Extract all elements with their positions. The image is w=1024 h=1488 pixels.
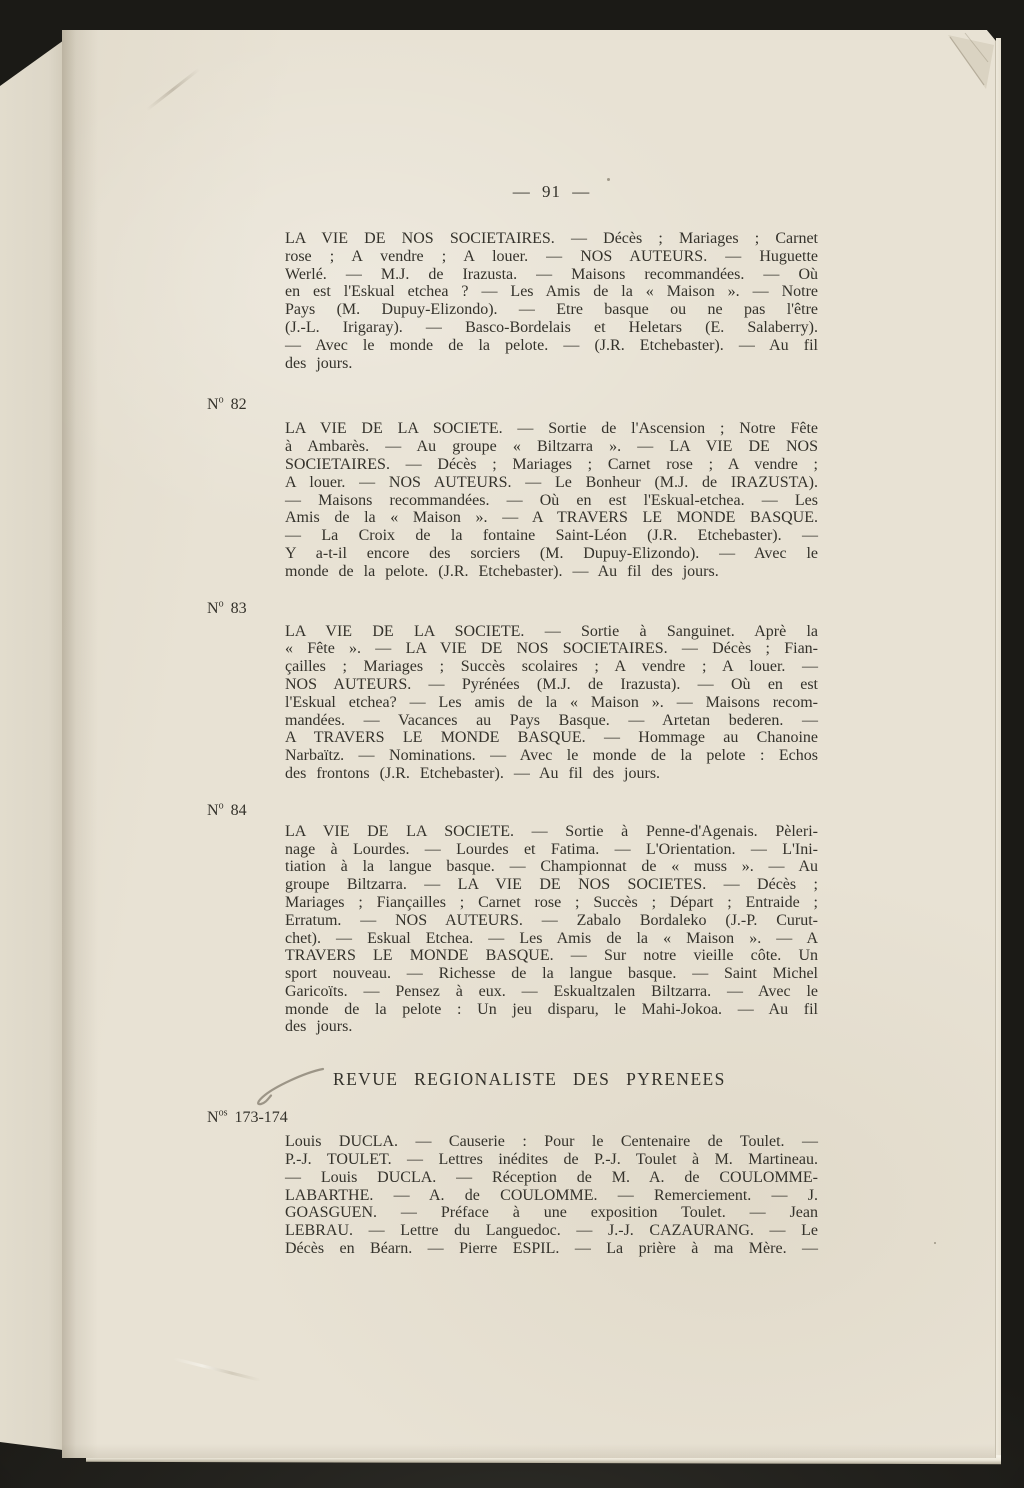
issue-label-number: 173-174 — [234, 1109, 288, 1127]
paragraph-line: LEBRAU. — Lettre du Languedoc. — J.-J. CAZAURANG. — Le — [285, 1222, 818, 1240]
paragraph-line: NOS AUTEURS. — Pyrénées (M.J. de Irazusta). — Où en est — [285, 675, 818, 693]
paragraph-line: — La Croix de la fontaine Saint-Léon (J.R. Etchebaster). — — [285, 527, 818, 545]
issue-label-base: N — [207, 1109, 219, 1127]
entry-paragraph — [285, 230, 818, 372]
paragraph-line: LA VIE DE LA SOCIETE. — Sortie à Sanguinet. Aprè la — [285, 622, 818, 640]
paragraph-line: Erratum. — NOS AUTEURS. — Zabalo Bordaleko (J.-P. Curut- — [285, 911, 818, 929]
paragraph-line: Narbaïtz. — Nominations. — Avec le monde de la pelote : Echos — [285, 747, 818, 765]
issue-label-base: N — [207, 396, 219, 414]
paragraph-line: en est l'Eskual etchea ? — Les Amis de la « Maison ». — Notre — [285, 283, 818, 301]
sections-container — [62, 230, 995, 1258]
paper-crease — [146, 68, 200, 111]
paragraph-line: — Maisons recommandées. — Où en est l'Eskual-etchea. — Les — [285, 491, 818, 509]
entry-paragraph — [285, 823, 818, 1037]
issue-label-base: N — [207, 801, 219, 819]
paragraph-line: groupe Biltzarra. — LA VIE DE NOS SOCIETES. — Décès ; — [285, 876, 818, 894]
issue-label-sup: o — [218, 598, 224, 610]
paragraph-line: — Louis DUCLA. — Réception de M. A. de COULOMME- — [285, 1168, 818, 1186]
issue-label — [207, 599, 995, 619]
paragraph-line: Amis de la « Maison ». — A TRAVERS LE MONDE BASQUE. — [285, 509, 818, 527]
paragraph-line: à Ambarès. — Au groupe « Biltzarra ». — LA VIE DE NOS — [285, 438, 818, 456]
paragraph-line: mandées. — Vacances au Pays Basque. — Artetan bederen. — — [285, 711, 818, 729]
paragraph-line: — Avec le monde de la pelote. — (J.R. Etchebaster). — Au fil — [285, 336, 818, 354]
paragraph-line: A louer. — NOS AUTEURS. — Le Bonheur (M.J. de IRAZUSTA). — [285, 473, 818, 491]
paragraph-line: nage à Lourdes. — Lourdes et Fatima. — L'Orientation. — L'Ini- — [285, 840, 818, 858]
paragraph-line: des frontons (J.R. Etchebaster). — Au fil des jours. — [285, 764, 661, 782]
paper-speck — [607, 178, 610, 181]
page-number: — 91 — — [512, 182, 591, 201]
issue-label-sup: o — [218, 800, 224, 812]
paragraph-line: Louis DUCLA. — Causerie : Pour le Centenaire de Toulet. — — [285, 1133, 818, 1151]
corner-fold-icon — [910, 29, 996, 115]
paragraph-line: (J.-L. Irigaray). — Basco-Bordelais et Heletars (E. Salaberry). — [285, 318, 818, 336]
issue-label — [207, 395, 995, 415]
section-heading: REVUE REGIONALISTE DES PYRENEES — [333, 1069, 726, 1090]
paragraph-line: Décès en Béarn. — Pierre ESPIL. — La prière à ma Mère. — — [285, 1240, 818, 1258]
issue-label-sup: os — [218, 1107, 228, 1119]
paragraph-line: Werlé. — M.J. de Irazusta. — Maisons recommandées. — Où — [285, 265, 818, 283]
paragraph-line: des jours. — [285, 354, 353, 372]
paragraph-line: « Fête ». — LA VIE DE NOS SOCIETAIRES. — Décès ; Fian- — [285, 640, 818, 658]
paragraph-line: monde de la pelote : Un jeu disparu, le Mahi-Jokoa. — Au fil — [285, 1000, 818, 1018]
issue-label — [207, 801, 995, 821]
entry-paragraph — [285, 1133, 818, 1258]
paragraph-line: Mariages ; Fiançailles ; Carnet rose ; Succès ; Départ ; Entraide ; — [285, 893, 818, 911]
entry-paragraph — [285, 420, 818, 580]
issue-label-sup: o — [218, 395, 224, 407]
paragraph-line: rose ; A vendre ; A louer. — NOS AUTEURS. — Huguette — [285, 247, 818, 265]
issue-label-number: 82 — [230, 396, 247, 414]
paragraph-line: LA VIE DE NOS SOCIETAIRES. — Décès ; Mariages ; Carnet — [285, 230, 818, 247]
paragraph-line: l'Eskual etchea? — Les amis de la « Maison ». — Maisons recom- — [285, 693, 818, 711]
paragraph-line: SOCIETAIRES. — Décès ; Mariages ; Carnet rose ; A vendre ; — [285, 455, 818, 473]
paragraph-line: LA VIE DE LA SOCIETE. — Sortie à Penne-d'Agenais. Pèleri- — [285, 822, 818, 840]
issue-label — [207, 1108, 995, 1128]
page-content — [62, 182, 995, 1488]
paragraph-line: Y a-t-il encore des sorciers (M. Dupuy-Elizondo). — Avec le — [285, 544, 818, 562]
paragraph-line: LABARTHE. — A. de COULOMME. — Remerciement. — J. — [285, 1186, 818, 1204]
paragraph-line: LA VIE DE LA SOCIETE. — Sortie de l'Ascension ; Notre Fête — [285, 420, 818, 438]
paragraph-line: çailles ; Mariages ; Succès scolaires ; A vendre ; A louer. — — [285, 658, 818, 676]
entry-paragraph — [285, 623, 818, 783]
paragraph-line: A TRAVERS LE MONDE BASQUE. — Hommage au Chanoine — [285, 729, 818, 747]
paragraph-line: tiation à la langue basque. — Championnat de « muss ». — Au — [285, 858, 818, 876]
paragraph-line: chet). — Eskual Etchea. — Les Amis de la « Maison ». — A — [285, 929, 818, 947]
paragraph-line: GOASGUEN. — Préface à une exposition Toulet. — Jean — [285, 1204, 818, 1222]
issue-label-number: 83 — [230, 599, 247, 617]
pen-mark-icon — [253, 1062, 329, 1110]
issue-label-base: N — [207, 599, 219, 617]
paragraph-line: des jours. — [285, 1018, 353, 1036]
section-heading-row — [285, 1068, 818, 1090]
paragraph-line: P.-J. TOULET. — Lettres inédites de P.-J. Toulet à M. Martineau. — [285, 1151, 818, 1169]
issue-label-number: 84 — [230, 801, 247, 819]
paragraph-line: TRAVERS LE MONDE BASQUE. — Sur notre vieille côte. Un — [285, 947, 818, 965]
paragraph-line: monde de la pelote. (J.R. Etchebaster). — Au fil des jours. — [285, 562, 719, 580]
paragraph-line: Pays (M. Dupuy-Elizondo). — Etre basque ou ne pas l'être — [285, 301, 818, 319]
paragraph-line: Garicoïts. — Pensez à eux. — Eskualtzalen Biltzarra. — Avec le — [285, 982, 818, 1000]
book-page — [62, 30, 996, 1458]
paragraph-line: sport nouveau. — Richesse de la langue basque. — Saint Michel — [285, 965, 818, 983]
